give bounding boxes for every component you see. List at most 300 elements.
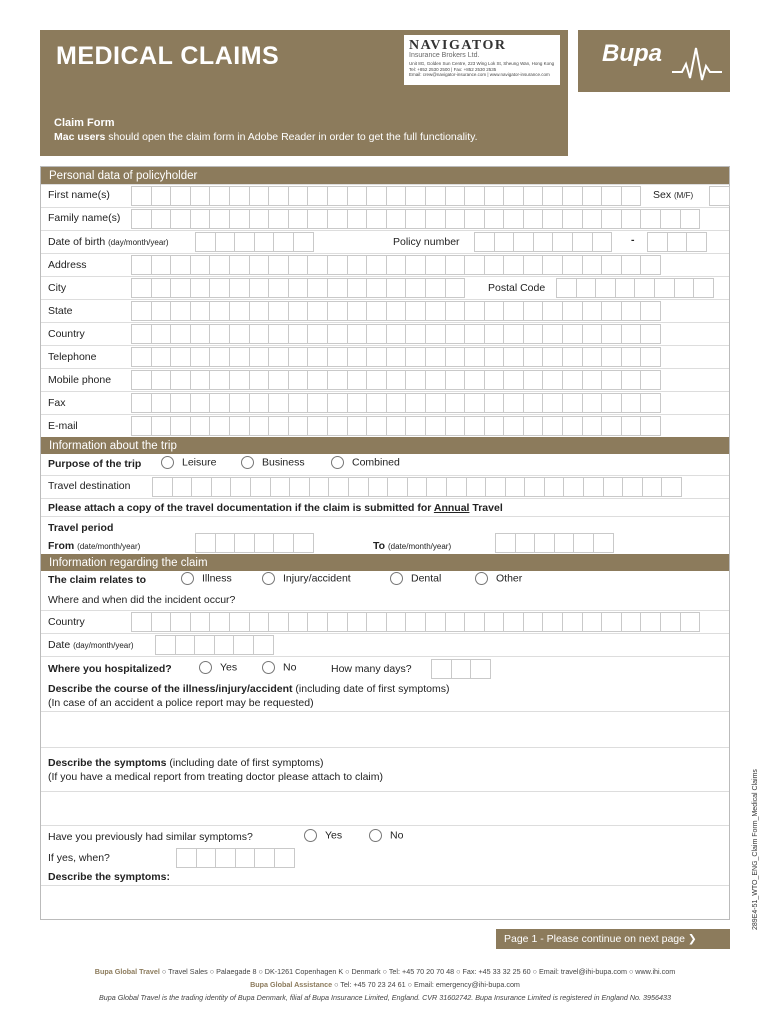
char-cell[interactable] (582, 324, 603, 344)
char-cell[interactable] (347, 301, 368, 321)
char-cell[interactable] (615, 278, 636, 298)
char-cell[interactable] (634, 278, 655, 298)
describe-textarea[interactable] (41, 885, 729, 919)
char-cell[interactable] (445, 612, 466, 632)
char-cell[interactable] (621, 324, 642, 344)
email-field[interactable] (131, 416, 660, 436)
char-cell[interactable] (234, 232, 255, 252)
char-cell[interactable] (503, 255, 524, 275)
char-cell[interactable] (405, 255, 426, 275)
char-cell[interactable] (445, 370, 466, 390)
char-cell[interactable] (640, 324, 661, 344)
mobile-field[interactable] (131, 370, 660, 390)
char-cell[interactable] (542, 393, 563, 413)
char-cell[interactable] (131, 255, 152, 275)
telephone-field[interactable] (131, 347, 660, 367)
char-cell[interactable] (191, 477, 212, 497)
char-cell[interactable] (250, 477, 271, 497)
char-cell[interactable] (582, 612, 603, 632)
from-date-field[interactable] (195, 533, 313, 553)
char-cell[interactable] (621, 255, 642, 275)
symptoms-textarea[interactable] (41, 791, 729, 825)
char-cell[interactable] (464, 612, 485, 632)
char-cell[interactable] (386, 347, 407, 367)
course-textarea[interactable] (41, 711, 729, 747)
char-cell[interactable] (583, 477, 604, 497)
char-cell[interactable] (288, 416, 309, 436)
char-cell[interactable] (151, 186, 172, 206)
char-cell[interactable] (175, 635, 196, 655)
char-cell[interactable] (660, 612, 681, 632)
char-cell[interactable] (215, 232, 236, 252)
char-cell[interactable] (464, 347, 485, 367)
char-cell[interactable] (254, 533, 275, 553)
continue-next-page-button[interactable] (496, 929, 730, 949)
claim-country-field[interactable] (131, 612, 699, 632)
char-cell[interactable] (190, 209, 211, 229)
relates-illness-option[interactable] (181, 572, 232, 585)
char-cell[interactable] (523, 186, 544, 206)
char-cell[interactable] (425, 347, 446, 367)
char-cell[interactable] (366, 416, 387, 436)
char-cell[interactable] (445, 186, 466, 206)
char-cell[interactable] (484, 301, 505, 321)
to-date-field[interactable] (495, 533, 613, 553)
char-cell[interactable] (209, 324, 230, 344)
char-cell[interactable] (209, 370, 230, 390)
char-cell[interactable] (273, 533, 294, 553)
char-cell[interactable] (582, 416, 603, 436)
char-cell[interactable] (209, 612, 230, 632)
char-cell[interactable] (640, 255, 661, 275)
char-cell[interactable] (327, 301, 348, 321)
char-cell[interactable] (249, 209, 270, 229)
char-cell[interactable] (640, 416, 661, 436)
char-cell[interactable] (576, 278, 597, 298)
char-cell[interactable] (485, 477, 506, 497)
char-cell[interactable] (268, 278, 289, 298)
char-cell[interactable] (386, 278, 407, 298)
char-cell[interactable] (211, 477, 232, 497)
char-cell[interactable] (268, 301, 289, 321)
char-cell[interactable] (445, 324, 466, 344)
policy-number-field-b[interactable] (647, 232, 706, 252)
char-cell[interactable] (425, 416, 446, 436)
char-cell[interactable] (542, 347, 563, 367)
previous-no-option[interactable] (369, 829, 403, 842)
char-cell[interactable] (386, 255, 407, 275)
char-cell[interactable] (431, 659, 452, 679)
char-cell[interactable] (647, 232, 668, 252)
char-cell[interactable] (309, 477, 330, 497)
char-cell[interactable] (307, 393, 328, 413)
char-cell[interactable] (446, 477, 467, 497)
char-cell[interactable] (249, 186, 270, 206)
char-cell[interactable] (484, 209, 505, 229)
char-cell[interactable] (215, 848, 236, 868)
char-cell[interactable] (307, 186, 328, 206)
char-cell[interactable] (562, 255, 583, 275)
char-cell[interactable] (229, 370, 250, 390)
char-cell[interactable] (366, 278, 387, 298)
char-cell[interactable] (230, 477, 251, 497)
char-cell[interactable] (534, 533, 555, 553)
char-cell[interactable] (131, 324, 152, 344)
char-cell[interactable] (523, 209, 544, 229)
char-cell[interactable] (686, 232, 707, 252)
char-cell[interactable] (674, 278, 695, 298)
fax-field[interactable] (131, 393, 660, 413)
destination-field[interactable] (152, 477, 681, 497)
char-cell[interactable] (249, 347, 270, 367)
radio-icon[interactable] (331, 456, 344, 469)
char-cell[interactable] (425, 186, 446, 206)
char-cell[interactable] (582, 186, 603, 206)
char-cell[interactable] (464, 393, 485, 413)
char-cell[interactable] (484, 324, 505, 344)
char-cell[interactable] (601, 301, 622, 321)
char-cell[interactable] (593, 533, 614, 553)
char-cell[interactable] (660, 209, 681, 229)
char-cell[interactable] (405, 393, 426, 413)
char-cell[interactable] (190, 347, 211, 367)
char-cell[interactable] (229, 255, 250, 275)
char-cell[interactable] (288, 393, 309, 413)
char-cell[interactable] (542, 416, 563, 436)
char-cell[interactable] (131, 186, 152, 206)
char-cell[interactable] (503, 370, 524, 390)
char-cell[interactable] (601, 347, 622, 367)
char-cell[interactable] (544, 477, 565, 497)
char-cell[interactable] (542, 255, 563, 275)
char-cell[interactable] (229, 301, 250, 321)
char-cell[interactable] (386, 324, 407, 344)
char-cell[interactable] (131, 612, 152, 632)
char-cell[interactable] (366, 301, 387, 321)
char-cell[interactable] (386, 186, 407, 206)
char-cell[interactable] (366, 209, 387, 229)
char-cell[interactable] (554, 533, 575, 553)
radio-icon[interactable] (262, 572, 275, 585)
char-cell[interactable] (151, 612, 172, 632)
radio-icon[interactable] (262, 661, 275, 674)
char-cell[interactable] (582, 347, 603, 367)
char-cell[interactable] (601, 186, 622, 206)
char-cell[interactable] (151, 255, 172, 275)
char-cell[interactable] (503, 324, 524, 344)
char-cell[interactable] (366, 370, 387, 390)
char-cell[interactable] (170, 255, 191, 275)
address-field[interactable] (131, 255, 660, 275)
char-cell[interactable] (249, 255, 270, 275)
char-cell[interactable] (268, 186, 289, 206)
char-cell[interactable] (562, 393, 583, 413)
char-cell[interactable] (190, 370, 211, 390)
char-cell[interactable] (249, 393, 270, 413)
char-cell[interactable] (170, 186, 191, 206)
char-cell[interactable] (640, 612, 661, 632)
char-cell[interactable] (327, 612, 348, 632)
radio-icon[interactable] (161, 456, 174, 469)
char-cell[interactable] (229, 209, 250, 229)
purpose-combined-option[interactable] (331, 456, 400, 469)
char-cell[interactable] (405, 301, 426, 321)
char-cell[interactable] (235, 848, 256, 868)
if-yes-date-field[interactable] (176, 848, 294, 868)
char-cell[interactable] (307, 347, 328, 367)
char-cell[interactable] (621, 209, 642, 229)
hospitalized-yes-option[interactable] (199, 661, 237, 674)
char-cell[interactable] (131, 301, 152, 321)
char-cell[interactable] (425, 209, 446, 229)
char-cell[interactable] (288, 612, 309, 632)
char-cell[interactable] (386, 612, 407, 632)
char-cell[interactable] (307, 255, 328, 275)
purpose-business-option[interactable] (241, 456, 305, 469)
char-cell[interactable] (293, 533, 314, 553)
how-many-days-field[interactable] (431, 659, 490, 679)
char-cell[interactable] (621, 416, 642, 436)
char-cell[interactable] (386, 416, 407, 436)
char-cell[interactable] (667, 232, 688, 252)
char-cell[interactable] (386, 301, 407, 321)
char-cell[interactable] (307, 278, 328, 298)
char-cell[interactable] (562, 186, 583, 206)
char-cell[interactable] (307, 301, 328, 321)
country-field[interactable] (131, 324, 660, 344)
char-cell[interactable] (347, 255, 368, 275)
char-cell[interactable] (347, 278, 368, 298)
char-cell[interactable] (445, 278, 466, 298)
radio-icon[interactable] (304, 829, 317, 842)
char-cell[interactable] (601, 393, 622, 413)
char-cell[interactable] (151, 324, 172, 344)
char-cell[interactable] (709, 186, 730, 206)
char-cell[interactable] (425, 278, 446, 298)
char-cell[interactable] (533, 232, 554, 252)
char-cell[interactable] (621, 370, 642, 390)
char-cell[interactable] (347, 416, 368, 436)
char-cell[interactable] (268, 370, 289, 390)
char-cell[interactable] (131, 393, 152, 413)
char-cell[interactable] (328, 477, 349, 497)
char-cell[interactable] (151, 347, 172, 367)
char-cell[interactable] (170, 370, 191, 390)
dob-field[interactable] (195, 232, 313, 252)
sex-field[interactable] (709, 186, 729, 206)
char-cell[interactable] (595, 278, 616, 298)
char-cell[interactable] (405, 324, 426, 344)
char-cell[interactable] (196, 848, 217, 868)
char-cell[interactable] (209, 209, 230, 229)
char-cell[interactable] (562, 324, 583, 344)
char-cell[interactable] (151, 278, 172, 298)
char-cell[interactable] (131, 278, 152, 298)
char-cell[interactable] (582, 370, 603, 390)
char-cell[interactable] (445, 301, 466, 321)
char-cell[interactable] (484, 186, 505, 206)
char-cell[interactable] (190, 255, 211, 275)
char-cell[interactable] (601, 324, 622, 344)
relates-dental-option[interactable] (390, 572, 441, 585)
char-cell[interactable] (366, 255, 387, 275)
char-cell[interactable] (289, 477, 310, 497)
policy-number-field-a[interactable] (474, 232, 611, 252)
char-cell[interactable] (229, 393, 250, 413)
char-cell[interactable] (307, 416, 328, 436)
char-cell[interactable] (425, 324, 446, 344)
char-cell[interactable] (552, 232, 573, 252)
char-cell[interactable] (151, 209, 172, 229)
char-cell[interactable] (170, 612, 191, 632)
char-cell[interactable] (131, 209, 152, 229)
char-cell[interactable] (131, 347, 152, 367)
char-cell[interactable] (464, 416, 485, 436)
char-cell[interactable] (582, 255, 603, 275)
char-cell[interactable] (151, 370, 172, 390)
char-cell[interactable] (170, 347, 191, 367)
char-cell[interactable] (621, 347, 642, 367)
char-cell[interactable] (503, 186, 524, 206)
city-field[interactable] (131, 278, 464, 298)
char-cell[interactable] (523, 324, 544, 344)
char-cell[interactable] (405, 186, 426, 206)
char-cell[interactable] (327, 255, 348, 275)
char-cell[interactable] (386, 370, 407, 390)
radio-icon[interactable] (241, 456, 254, 469)
char-cell[interactable] (680, 612, 701, 632)
char-cell[interactable] (542, 324, 563, 344)
char-cell[interactable] (386, 209, 407, 229)
char-cell[interactable] (601, 370, 622, 390)
char-cell[interactable] (268, 612, 289, 632)
char-cell[interactable] (386, 393, 407, 413)
char-cell[interactable] (524, 477, 545, 497)
char-cell[interactable] (268, 393, 289, 413)
char-cell[interactable] (327, 393, 348, 413)
char-cell[interactable] (293, 232, 314, 252)
char-cell[interactable] (503, 612, 524, 632)
hospitalized-no-option[interactable] (262, 661, 296, 674)
char-cell[interactable] (654, 278, 675, 298)
char-cell[interactable] (288, 301, 309, 321)
char-cell[interactable] (131, 370, 152, 390)
char-cell[interactable] (464, 370, 485, 390)
char-cell[interactable] (425, 393, 446, 413)
char-cell[interactable] (366, 324, 387, 344)
char-cell[interactable] (425, 612, 446, 632)
char-cell[interactable] (288, 209, 309, 229)
char-cell[interactable] (347, 393, 368, 413)
char-cell[interactable] (327, 416, 348, 436)
char-cell[interactable] (288, 370, 309, 390)
char-cell[interactable] (523, 255, 544, 275)
char-cell[interactable] (556, 278, 577, 298)
char-cell[interactable] (229, 186, 250, 206)
char-cell[interactable] (601, 416, 622, 436)
char-cell[interactable] (366, 612, 387, 632)
char-cell[interactable] (288, 347, 309, 367)
char-cell[interactable] (170, 416, 191, 436)
radio-icon[interactable] (181, 572, 194, 585)
char-cell[interactable] (347, 324, 368, 344)
char-cell[interactable] (190, 393, 211, 413)
char-cell[interactable] (152, 477, 173, 497)
char-cell[interactable] (621, 393, 642, 413)
char-cell[interactable] (273, 232, 294, 252)
first-name-field[interactable] (131, 186, 640, 206)
char-cell[interactable] (151, 393, 172, 413)
char-cell[interactable] (484, 612, 505, 632)
char-cell[interactable] (288, 186, 309, 206)
char-cell[interactable] (601, 209, 622, 229)
char-cell[interactable] (445, 416, 466, 436)
char-cell[interactable] (209, 186, 230, 206)
char-cell[interactable] (405, 612, 426, 632)
relates-injury-option[interactable] (262, 572, 351, 585)
char-cell[interactable] (190, 324, 211, 344)
char-cell[interactable] (233, 635, 254, 655)
family-name-field[interactable] (131, 209, 699, 229)
char-cell[interactable] (347, 209, 368, 229)
char-cell[interactable] (405, 347, 426, 367)
char-cell[interactable] (151, 416, 172, 436)
char-cell[interactable] (466, 477, 487, 497)
char-cell[interactable] (327, 209, 348, 229)
char-cell[interactable] (445, 209, 466, 229)
char-cell[interactable] (195, 533, 216, 553)
char-cell[interactable] (307, 209, 328, 229)
char-cell[interactable] (268, 416, 289, 436)
char-cell[interactable] (234, 533, 255, 553)
char-cell[interactable] (405, 416, 426, 436)
char-cell[interactable] (640, 209, 661, 229)
char-cell[interactable] (170, 324, 191, 344)
radio-icon[interactable] (199, 661, 212, 674)
char-cell[interactable] (215, 533, 236, 553)
char-cell[interactable] (229, 278, 250, 298)
char-cell[interactable] (366, 393, 387, 413)
char-cell[interactable] (307, 324, 328, 344)
char-cell[interactable] (562, 370, 583, 390)
char-cell[interactable] (642, 477, 663, 497)
char-cell[interactable] (425, 370, 446, 390)
char-cell[interactable] (170, 278, 191, 298)
char-cell[interactable] (405, 370, 426, 390)
char-cell[interactable] (640, 301, 661, 321)
relates-other-option[interactable] (475, 572, 522, 585)
char-cell[interactable] (307, 612, 328, 632)
char-cell[interactable] (582, 393, 603, 413)
char-cell[interactable] (542, 301, 563, 321)
char-cell[interactable] (523, 612, 544, 632)
radio-icon[interactable] (390, 572, 403, 585)
claim-date-field[interactable] (155, 635, 273, 655)
char-cell[interactable] (249, 370, 270, 390)
char-cell[interactable] (214, 635, 235, 655)
char-cell[interactable] (542, 612, 563, 632)
char-cell[interactable] (523, 416, 544, 436)
char-cell[interactable] (170, 301, 191, 321)
char-cell[interactable] (131, 416, 152, 436)
char-cell[interactable] (190, 301, 211, 321)
char-cell[interactable] (268, 255, 289, 275)
char-cell[interactable] (640, 347, 661, 367)
state-field[interactable] (131, 301, 660, 321)
char-cell[interactable] (170, 393, 191, 413)
char-cell[interactable] (151, 301, 172, 321)
char-cell[interactable] (190, 278, 211, 298)
